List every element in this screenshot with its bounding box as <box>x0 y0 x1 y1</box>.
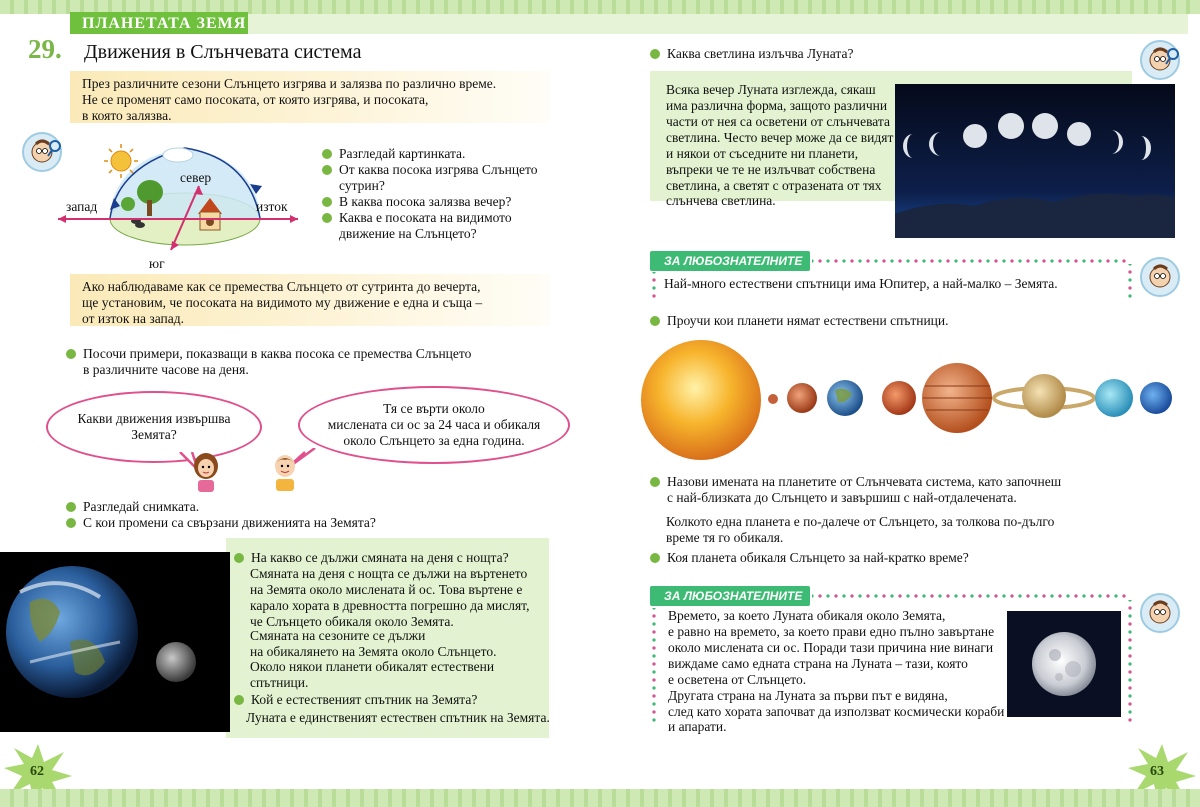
compass-west: запад <box>66 199 98 214</box>
info-paragraph: Колкото една планета е по-далече от Слънцето, за толкова по-дълго време тя го обикаля. <box>666 514 1055 545</box>
answer-paragraph: Около някои планети обикалят естествени спътници. <box>250 659 495 690</box>
page-number-right: 63 <box>1150 764 1164 779</box>
speech-bubble-boy: Тя се върти около мислената си ос за 24 часа и обикаля около Слънцето за една година. <box>298 386 570 464</box>
intro-box <box>70 71 550 123</box>
curious-text: Най-много естествени спътници има Юпитер, а най-малко – Земята. <box>664 276 1058 291</box>
answer-paragraph: Смяната на сезоните се дължи на обикалянето на Земята около Слънцето. <box>250 628 497 659</box>
earth-moon-photo <box>0 552 230 732</box>
question: Каква светлина излъчва Луната? <box>650 46 853 62</box>
dotted-border <box>812 594 1130 598</box>
answer-paragraph: Смяната на деня с нощта се дължи на въртенето на Земята около мислената й ос. Това въртене е карало хората в древността погрешно да мислят, че Слънцето обикаля около Земята. <box>250 566 530 629</box>
lesson-title: Движения в Слънчевата система <box>84 41 362 63</box>
answer-paragraph: Луната е единственият естествен спътник на Земята. <box>246 710 550 725</box>
lesson-number: 29. <box>28 34 62 64</box>
curious-label: ЗА ЛЮБОЗНАТЕЛНИТЕ <box>650 251 810 271</box>
question: Проучи кои планети нямат естествени спътници. <box>650 313 949 329</box>
observation-line: Ако наблюдаваме как се премества Слънцето от сутринта до вечерта, <box>82 279 481 294</box>
question: Коя планета обикаля Слънцето за най-кратко време? <box>650 550 969 566</box>
kid-magnifier-icon <box>1140 40 1184 84</box>
list-item: С кои промени са свързани движенията на Земята? <box>66 515 376 531</box>
curious-text: Времето, за което Луната обикаля около Земята, е равно на времето, за което прави едно пълно завъртане около мислената си ос. Поради тази причина ние винаги виждаме само едната страна на Луната – тази, която е осветена от Слънцето. Другата страна на Луната за първи път е видяна, след като хората започват да използват космически кораби и апарати. <box>668 608 1005 735</box>
dotted-border <box>652 608 656 726</box>
girl-avatar <box>192 453 220 493</box>
kid-magnifier-icon <box>1140 593 1184 637</box>
dotted-border <box>1128 264 1132 300</box>
boy-avatar <box>270 452 300 492</box>
kid-magnifier-icon <box>1140 257 1184 301</box>
intro-line: През различните сезони Слънцето изгрява и залязва по различно време. <box>82 76 497 91</box>
observation-line: от изток на запад. <box>82 310 185 326</box>
list-item: В каква посока залязва вечер? <box>322 194 511 210</box>
intro-line: Не се променят само посоката, от която изгрява, и посоката, <box>82 91 429 107</box>
list-item: Посочи примери, показващи в каква посока се премества Слънцето в различните часове на деня. <box>66 346 471 378</box>
list-item: Назови имената на планетите от Слънчевата система, като започнеш с най-близката до Слънцето и завършиш с най-отдалечената. <box>650 474 1061 506</box>
compass-north: север <box>180 170 212 185</box>
dotted-border <box>652 272 656 298</box>
observation-line: ще установим, че посоката на видимото му движение е една и съща – <box>82 294 483 310</box>
list-item: Каква е посоката на видимото движение на Слънцето? <box>322 210 512 242</box>
question: Кой е естественият спътник на Земята? <box>234 692 477 708</box>
section-label: ПЛАНЕТАТА ЗЕМЯ <box>70 12 248 34</box>
compass-south: юг <box>149 256 165 271</box>
full-moon-photo <box>1007 611 1121 717</box>
bottom-border <box>0 789 1200 807</box>
header-strip <box>248 14 1188 34</box>
list-item: Разгледай картинката. <box>322 146 465 162</box>
list-item: От каква посока изгрява Слънцето сутрин? <box>322 162 538 194</box>
intro-line: в която залязва. <box>82 107 172 123</box>
speech-bubble-girl: Какви движения извършва Земята? <box>46 391 262 463</box>
solar-system-image <box>640 338 1178 462</box>
list-item: Разгледай снимката. <box>66 499 199 515</box>
compass-east: изток <box>256 199 288 214</box>
dotted-border <box>812 259 1130 263</box>
moon-light-text: Всяка вечер Луната изглежда, сякаш има различна форма, защото различни части от нея са осветени от слънчевата светлина. Често вечер може да се видят и някои от съседните ни планети, въпреки че те не излъчват собствена светлина, а светят с отразената от тях слънчева светлина. <box>666 82 894 209</box>
dotted-border <box>1128 600 1132 726</box>
moon-phases-photo <box>895 84 1175 238</box>
observation-box <box>70 274 550 326</box>
curious-label: ЗА ЛЮБОЗНАТЕЛНИТЕ <box>650 586 810 606</box>
page-number-left: 62 <box>30 764 44 779</box>
question: На какво се дължи смяната на деня с нощта? <box>234 550 509 566</box>
